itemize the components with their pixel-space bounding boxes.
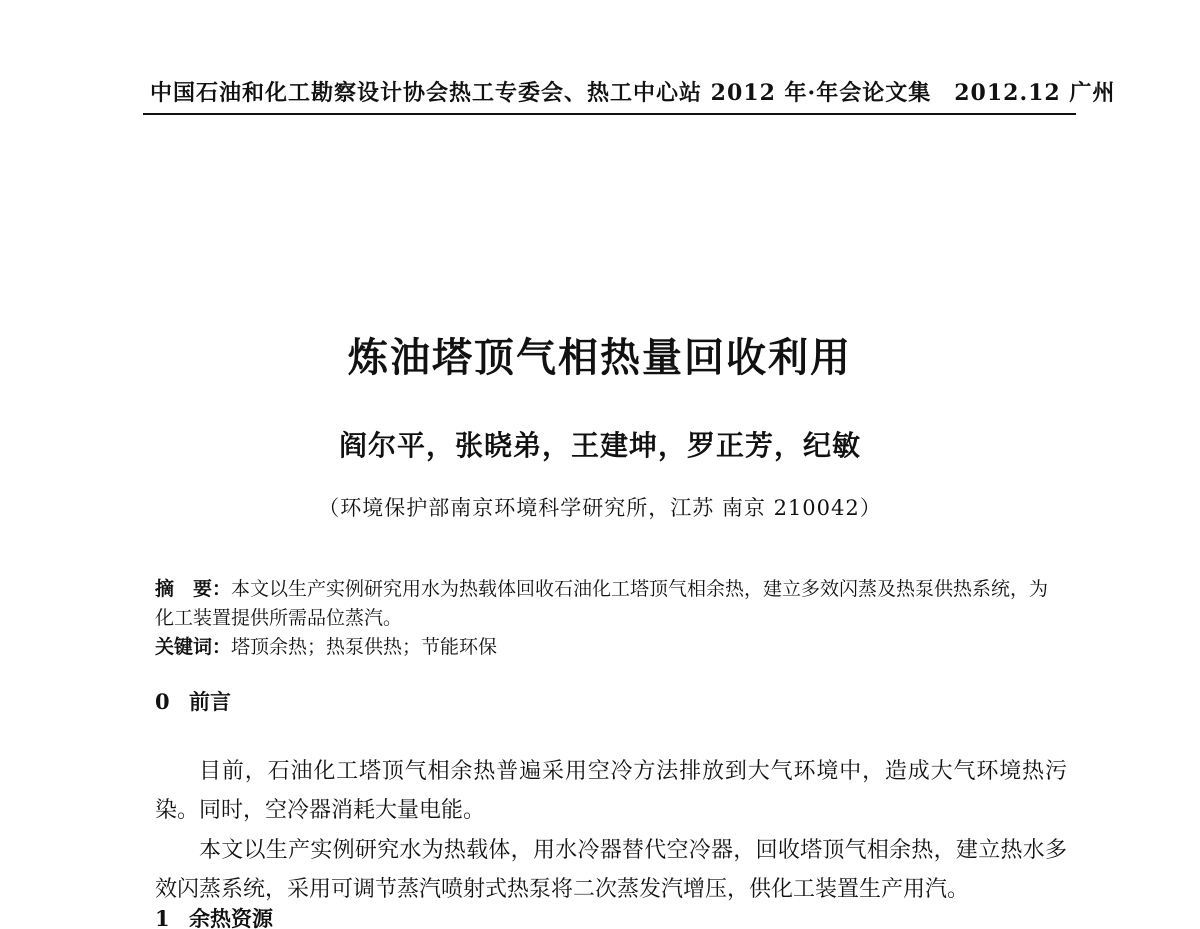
abstract-paragraph: [155, 575, 1065, 633]
section-heading-intro: [155, 687, 1065, 717]
running-header: 中国石油和化工勘察设计协会热工专委会、热工中心站 2012 年·年会论文集 2012.12 广州: [150, 80, 1116, 106]
abstract-label: 摘 要：: [155, 578, 232, 600]
keywords-text: 塔顶余热；热泵供热；节能环保: [231, 636, 498, 658]
intro-paragraph-1: 目前，石油化工塔顶气相余热普遍采用空冷方法排放到大气环境中，造成大气环境热污染。同时，空冷器消耗大量电能。: [155, 759, 1067, 823]
section-title: 前言: [189, 689, 231, 714]
section-title: 余热资源: [189, 906, 273, 929]
keywords-line: [155, 633, 1065, 662]
section-number: 1: [155, 906, 170, 929]
keywords-label: 关键词：: [155, 636, 232, 658]
section-number: 0: [155, 689, 170, 714]
paper-title: 炼油塔顶气相热量回收利用: [348, 334, 852, 381]
author-affiliation: （环境保护部南京环境科学研究所，江苏 南京 210042）: [318, 496, 882, 520]
section-heading-resource: [155, 904, 1065, 929]
abstract-block: [155, 575, 1065, 662]
author-list: 阎尔平，张晓弟，王建坤，罗正芳，纪敏: [338, 429, 861, 462]
abstract-text: 本文以生产实例研究用水为热载体回收石油化工塔顶气相余热，建立多效闪蒸及热泵供热系统，为化工装置提供所需品位蒸汽。: [155, 578, 1049, 629]
header-rule: [143, 113, 1076, 115]
intro-paragraph-2: 本文以生产实例研究水为热载体，用水冷器替代空冷器，回收塔顶气相余热，建立热水多效闪蒸系统，采用可调节蒸汽喷射式热泵将二次蒸发汽增压，供化工装置生产用汽。: [155, 838, 1067, 902]
